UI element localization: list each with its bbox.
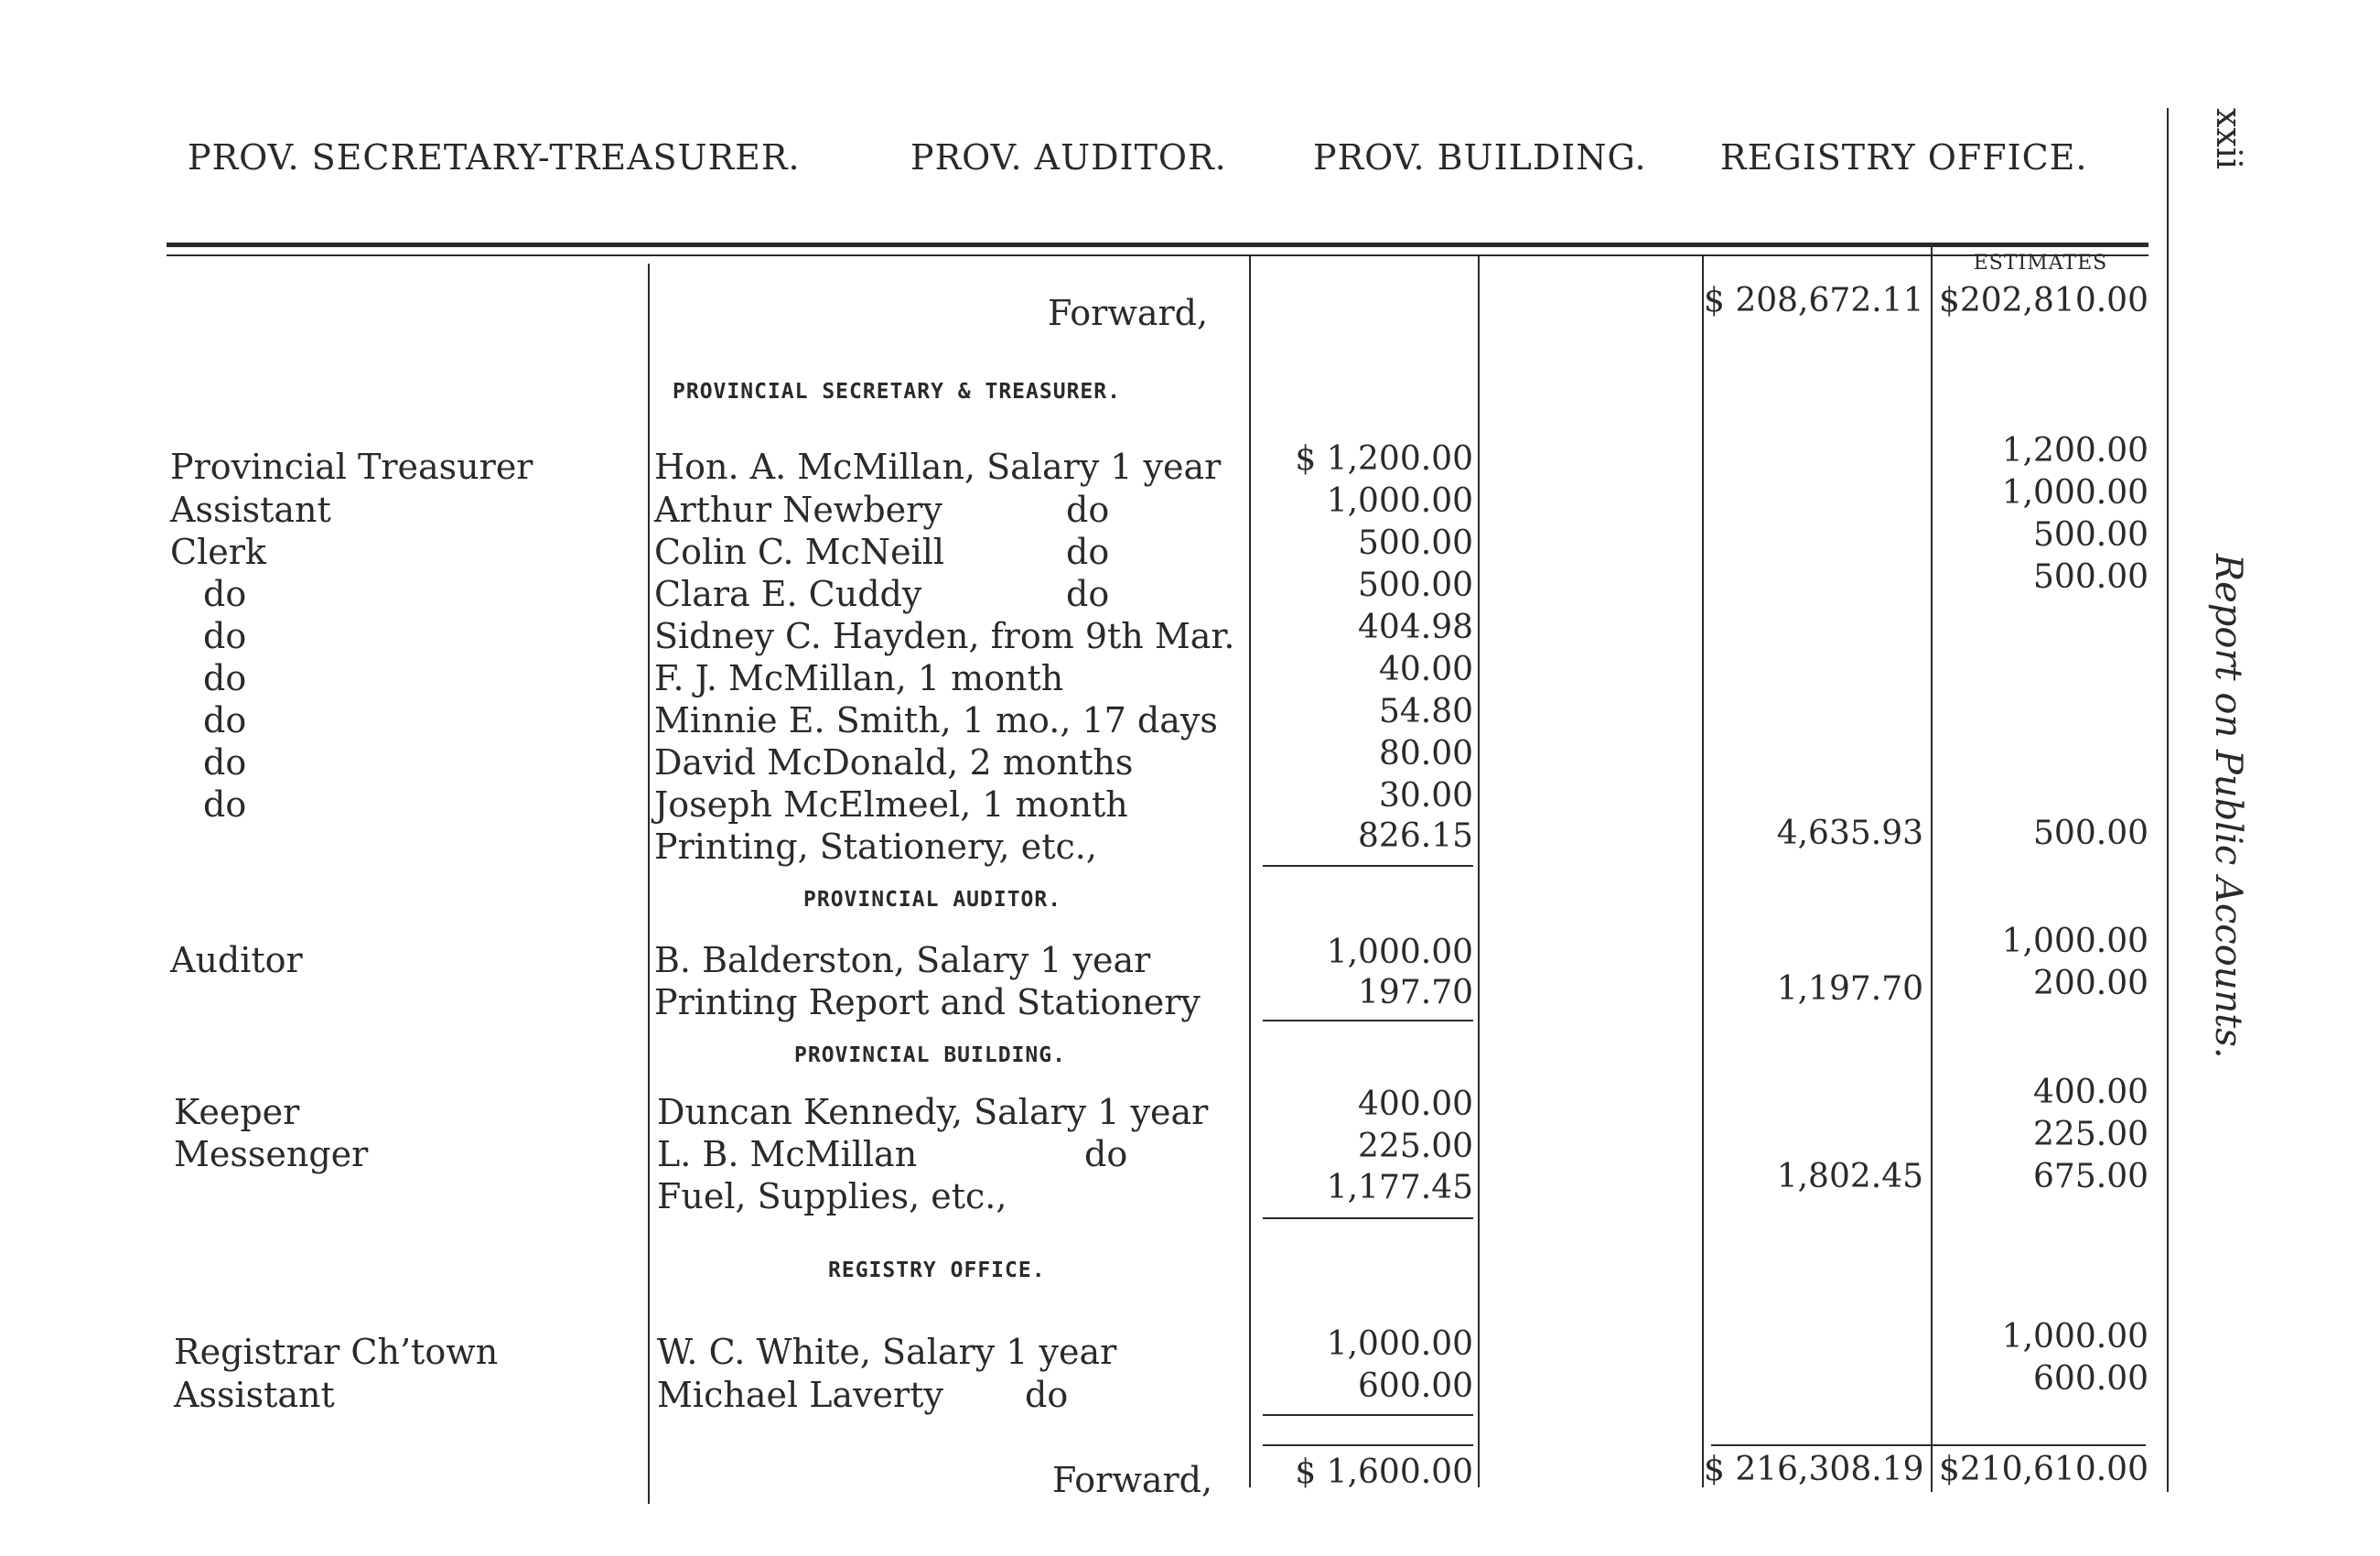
estimate: 400.00 <box>2033 1074 2148 1111</box>
forward-bottom-label: Forward, <box>1052 1460 1213 1500</box>
payee-name: Duncan Kennedy, Salary 1 year <box>657 1092 1209 1132</box>
payee-name: David McDonald, 2 months <box>654 742 1134 783</box>
subtotal-rule <box>1263 1414 1473 1416</box>
subtotal-rule <box>1263 1020 1473 1021</box>
payee-name: W. C. White, Salary 1 year <box>657 1332 1117 1372</box>
ditto-mark: do <box>1066 490 1110 530</box>
forward-bottom-estimate: $210,610.00 <box>1938 1451 2148 1488</box>
header-rule-thin <box>167 254 2148 256</box>
column-rule <box>1249 256 1251 1487</box>
column-rule <box>648 264 650 1504</box>
role-label: Keeper <box>174 1092 300 1132</box>
estimate: 500.00 <box>2033 815 2148 852</box>
total-rule <box>1263 1444 1473 1446</box>
estimate: 1,000.00 <box>2001 1318 2148 1356</box>
amount: 404.98 <box>1358 609 1473 646</box>
role-label: Auditor <box>170 940 303 980</box>
amount: 225.00 <box>1358 1128 1473 1165</box>
amount: 400.00 <box>1358 1086 1473 1123</box>
page-number: xxii <box>2209 108 2249 170</box>
payee-name: Hon. A. McMillan, Salary 1 year <box>654 447 1222 487</box>
section-total: 4,635.93 <box>1776 815 1923 852</box>
right-margin-rule <box>2167 108 2169 1492</box>
section-total: 1,802.45 <box>1776 1158 1923 1195</box>
role-label: Messenger <box>174 1134 369 1174</box>
role-label: Registrar Ch’town <box>174 1332 499 1372</box>
ditto-mark: do <box>1066 574 1110 614</box>
role-label: do <box>203 616 247 656</box>
estimate: 1,200.00 <box>2001 432 2148 470</box>
payee-name: Joseph McElmeel, 1 month <box>654 784 1128 825</box>
amount: 1,000.00 <box>1326 482 1473 520</box>
section-title-auditor: PROVINCIAL AUDITOR. <box>803 888 1062 912</box>
amount: 54.80 <box>1378 693 1473 730</box>
estimate: 1,000.00 <box>2001 923 2148 960</box>
side-title: Report on Public Accounts. <box>2207 554 2249 1059</box>
payee-name: F. J. McMillan, 1 month <box>654 658 1064 698</box>
forward-estimate: $202,810.00 <box>1938 282 2148 319</box>
payee-name: B. Balderston, Salary 1 year <box>654 940 1151 980</box>
amount: $ 1,200.00 <box>1295 440 1473 478</box>
amount: 30.00 <box>1378 777 1473 815</box>
payee-name: Fuel, Supplies, etc., <box>657 1176 1007 1216</box>
section-title-building: PROVINCIAL BUILDING. <box>794 1043 1066 1067</box>
header-section-1: PROV. SECRETARY-TREASURER. <box>188 137 801 178</box>
subtotal-rule <box>1263 1217 1473 1219</box>
amount: 1,000.00 <box>1326 934 1473 971</box>
payee-name: Clara E. Cuddy <box>654 574 922 614</box>
forward-total: $ 208,672.11 <box>1704 282 1924 319</box>
forward-label: Forward, <box>1048 293 1209 333</box>
amount: 1,177.45 <box>1326 1169 1473 1206</box>
section-total: 1,197.70 <box>1776 970 1923 1008</box>
total-rule <box>1711 1444 2146 1446</box>
role-label: Assistant <box>174 1375 335 1415</box>
header-section-4: REGISTRY OFFICE. <box>1720 137 2088 178</box>
subtotal-rule <box>1263 865 1473 867</box>
estimate: 225.00 <box>2033 1116 2148 1153</box>
role-label: do <box>203 742 247 783</box>
role-label: do <box>203 658 247 698</box>
payee-name: Printing, Stationery, etc., <box>654 827 1097 867</box>
payee-name: Arthur Newbery <box>654 490 942 530</box>
forward-bottom-total: $ 216,308.19 <box>1704 1451 1924 1488</box>
header-rule-thick <box>167 243 2148 247</box>
amount: 80.00 <box>1378 735 1473 773</box>
section-title-registry: REGISTRY OFFICE. <box>828 1259 1046 1282</box>
estimate: 200.00 <box>2033 965 2148 1002</box>
estimate: 1,000.00 <box>2001 474 2148 512</box>
header-section-2: PROV. AUDITOR. <box>910 137 1227 178</box>
header-section-3: PROV. BUILDING. <box>1313 137 1647 178</box>
estimate: 500.00 <box>2033 558 2148 596</box>
role-label: do <box>203 700 247 740</box>
payee-name: Minnie E. Smith, 1 mo., 17 days <box>654 700 1218 740</box>
role-label: do <box>203 574 247 614</box>
payee-name: Sidney C. Hayden, from 9th Mar. <box>654 616 1235 656</box>
amount: 40.00 <box>1378 651 1473 688</box>
ditto-mark: do <box>1066 532 1110 572</box>
column-rule <box>1478 256 1480 1487</box>
amount: 600.00 <box>1358 1367 1473 1405</box>
ditto-mark: do <box>1025 1375 1069 1415</box>
role-label: Clerk <box>170 532 266 572</box>
column-rule <box>1702 256 1704 1487</box>
estimate: 600.00 <box>2033 1360 2148 1398</box>
payee-name: Michael Laverty <box>657 1375 943 1415</box>
amount: 197.70 <box>1358 974 1473 1011</box>
estimate: 500.00 <box>2033 516 2148 554</box>
role-label: Provincial Treasurer <box>170 447 533 487</box>
role-label: Assistant <box>170 490 331 530</box>
payee-name: Colin C. McNeill <box>654 532 945 572</box>
estimates-label: ESTIMATES <box>1973 252 2108 275</box>
ditto-mark: do <box>1084 1134 1128 1174</box>
section-title-secretary: PROVINCIAL SECRETARY & TREASURER. <box>673 380 1121 404</box>
payee-name: L. B. McMillan <box>657 1134 918 1174</box>
amount: 1,000.00 <box>1326 1325 1473 1363</box>
estimate: 675.00 <box>2033 1158 2148 1195</box>
role-label: do <box>203 784 247 825</box>
payee-name: Printing Report and Stationery <box>654 982 1201 1022</box>
amount: 500.00 <box>1358 567 1473 604</box>
amount: 500.00 <box>1358 524 1473 562</box>
forward-bottom-amount: $ 1,600.00 <box>1295 1453 1473 1491</box>
amount: 826.15 <box>1358 817 1473 855</box>
